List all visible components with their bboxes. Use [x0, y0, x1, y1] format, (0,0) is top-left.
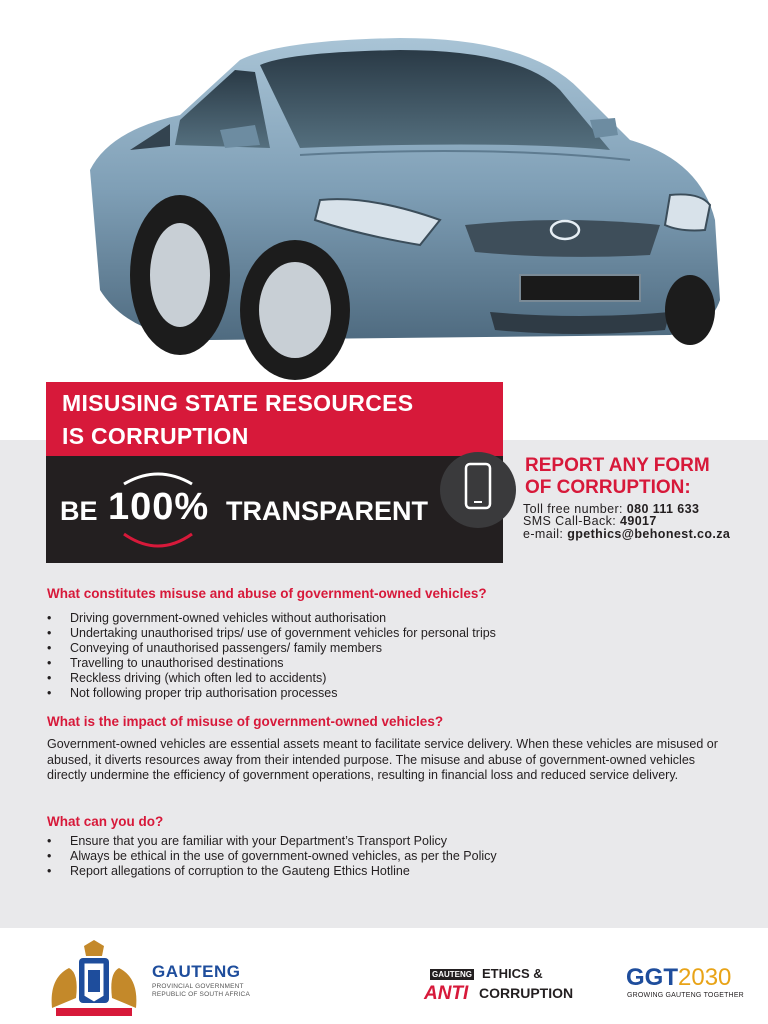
sms-number: 49017: [620, 514, 657, 528]
list-item: • Reckless driving (which often led to accidents): [47, 671, 496, 686]
gauteng-wordmark: GAUTENG: [152, 962, 241, 981]
section-heading-actions: What can you do?: [47, 814, 164, 829]
hero-area: [0, 0, 768, 440]
ethics-gauteng-tag: GAUTENG: [432, 970, 472, 979]
hundred-percent: 100%: [108, 486, 210, 528]
car-image: [70, 20, 730, 380]
list-item: • Not following proper trip authorisation processes: [47, 686, 496, 701]
ethics-word: ETHICS &: [482, 966, 543, 981]
misuse-list: [47, 611, 496, 701]
corruption-word: CORRUPTION: [479, 985, 574, 1001]
headline-line-2: IS CORRUPTION: [62, 423, 249, 449]
tollfree-label: Toll free number:: [523, 502, 623, 516]
impact-paragraph: Government-owned vehicles are essential assets meant to facilitate service delivery. When these vehicles are misused or abused, it diverts resources away from their intended purpose. The misuse and abuse of government-owned vehicles directly undermine the efficiency of government operations, resulting in financial loss and reduced service delivery.: [47, 737, 718, 782]
actions-list: [47, 834, 497, 879]
transparent-banner: [46, 456, 503, 563]
email-line: [523, 527, 730, 541]
email-label: e-mail:: [523, 527, 564, 541]
ggt-year: 2030: [678, 964, 732, 991]
list-item: • Conveying of unauthorised passengers/ family members: [47, 641, 496, 656]
be-word: BE: [60, 496, 98, 526]
tollfree-number: 080 111 633: [626, 502, 700, 516]
section-heading-misuse: What constitutes misuse and abuse of government-owned vehicles?: [47, 586, 487, 601]
gauteng-subtitle-2: REPUBLIC OF SOUTH AFRICA: [152, 991, 250, 998]
footer: [0, 928, 768, 1024]
report-title-line-1: REPORT ANY FORM: [525, 455, 710, 476]
headline-line-1: MISUSING STATE RESOURCES: [62, 390, 414, 416]
list-item: • Report allegations of corruption to the Gauteng Ethics Hotline: [47, 864, 497, 879]
email-address[interactable]: gpethics@behonest.co.za: [567, 527, 731, 541]
list-item: • Always be ethical in the use of government-owned vehicles, as per the Policy: [47, 849, 497, 864]
anti-word: ANTI: [424, 983, 469, 1004]
section-heading-impact: What is the impact of misuse of government-owned vehicles?: [47, 714, 444, 729]
list-item: • Driving government-owned vehicles without authorisation: [47, 611, 496, 626]
transparent-word: TRANSPARENT: [226, 496, 428, 526]
list-item: • Ensure that you are familiar with your Department’s Transport Policy: [47, 834, 497, 849]
gauteng-subtitle-1: PROVINCIAL GOVERNMENT: [152, 983, 244, 990]
ggt-logo: [626, 964, 731, 992]
ggt-tagline: GROWING GAUTENG TOGETHER: [627, 992, 744, 999]
list-item: • Undertaking unauthorised trips/ use of government vehicles for personal trips: [47, 626, 496, 641]
ggt-main: GGT: [626, 964, 678, 991]
headline-banner: [46, 382, 503, 456]
coat-of-arms-logo: [44, 938, 144, 1020]
phone-icon: [440, 452, 516, 528]
report-title-line-2: OF CORRUPTION:: [525, 477, 691, 498]
sms-label: SMS Call-Back:: [523, 514, 617, 528]
list-item: • Travelling to unauthorised destinations: [47, 656, 496, 671]
sms-line: [523, 514, 657, 528]
